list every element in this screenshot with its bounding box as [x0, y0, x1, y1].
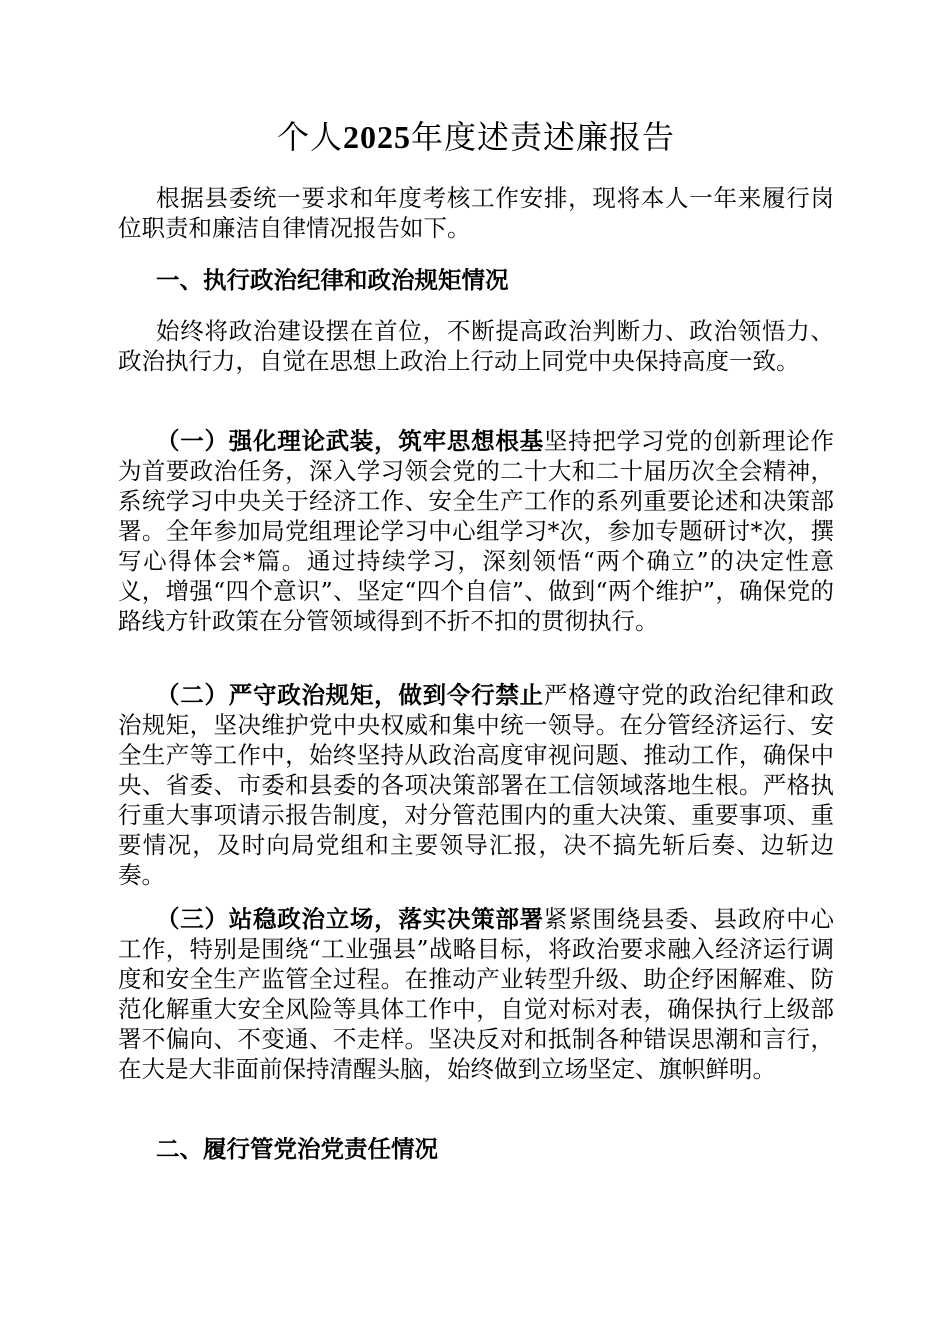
item-3-lead: （三）站稳政治立场，落实决策部署: [156, 905, 544, 933]
item-1-lead: （一）强化理论武装，筑牢思想根基: [156, 427, 544, 455]
title-prefix: 个人: [276, 118, 343, 156]
title-year: 2025: [343, 119, 411, 155]
item-2-text: 严格遵守党的政治纪律和政治规矩，坚决维护党中央权威和集中统一领导。在分管经济运行、安全生产等工作中，始终坚持从政治高度审视问题、推动工作，确保中央、省委、市委和县委的各项决策部署在工信领域落地生根。严格执行重大事项请示报告制度，对分管范围内的重大决策、重要事项、重要情况，及时向局党组和主要领导汇报，决不搞先斩后奏、边斩边奏。: [118, 681, 835, 889]
section-1-item-1: [118, 426, 834, 636]
item-2-lead: （二）严守政治规矩，做到令行禁止: [156, 681, 544, 709]
section-1-heading: 一、执行政治纪律和政治规矩情况: [156, 266, 509, 294]
item-3-text: 紧紧围绕县委、县政府中心工作，特别是围绕“工业强县”战略目标，将政治要求融入经济运行调度和安全生产监管全过程。在推动产业转型升级、助企纾困解难、防范化解重大安全风险等具体工作中，自觉对标对表，确保执行上级部署不偏向、不变通、不走样。坚决反对和抵制各种错误思潮和言行，在大是大非面前保持清醒头脑，始终做到立场坚定、旗帜鲜明。: [118, 905, 835, 1083]
section-1-item-2: [118, 680, 834, 890]
section-1-summary: 始终将政治建设摆在首位，不断提高政治判断力、政治领悟力、政治执行力，自觉在思想上政治上行动上同党中央保持高度一致。: [118, 317, 834, 375]
section-1-item-3: [118, 904, 834, 1084]
section-2-heading: 二、履行管党治党责任情况: [156, 1135, 438, 1163]
title-suffix: 年度述责述廉报告: [411, 118, 676, 156]
document-title: [118, 112, 834, 162]
item-1-text: 坚持把学习党的创新理论作为首要政治任务，深入学习领会党的二十大和二十届历次全会精神，系统学习中央关于经济工作、安全生产工作的系列重要论述和决策部署。全年参加局党组理论学习中心组学习*次，参加专题研讨*次，撰写心得体会*篇。通过持续学习，深刻领悟“两个确立”的决定性意义，增强“四个意识”、坚定“四个自信”、做到“两个维护”，确保党的路线方针政策在分管领域得到不折不扣的贯彻执行。: [118, 427, 835, 635]
intro-paragraph: 根据县委统一要求和年度考核工作安排，现将本人一年来履行岗位职责和廉洁自律情况报告如下。: [118, 184, 834, 242]
